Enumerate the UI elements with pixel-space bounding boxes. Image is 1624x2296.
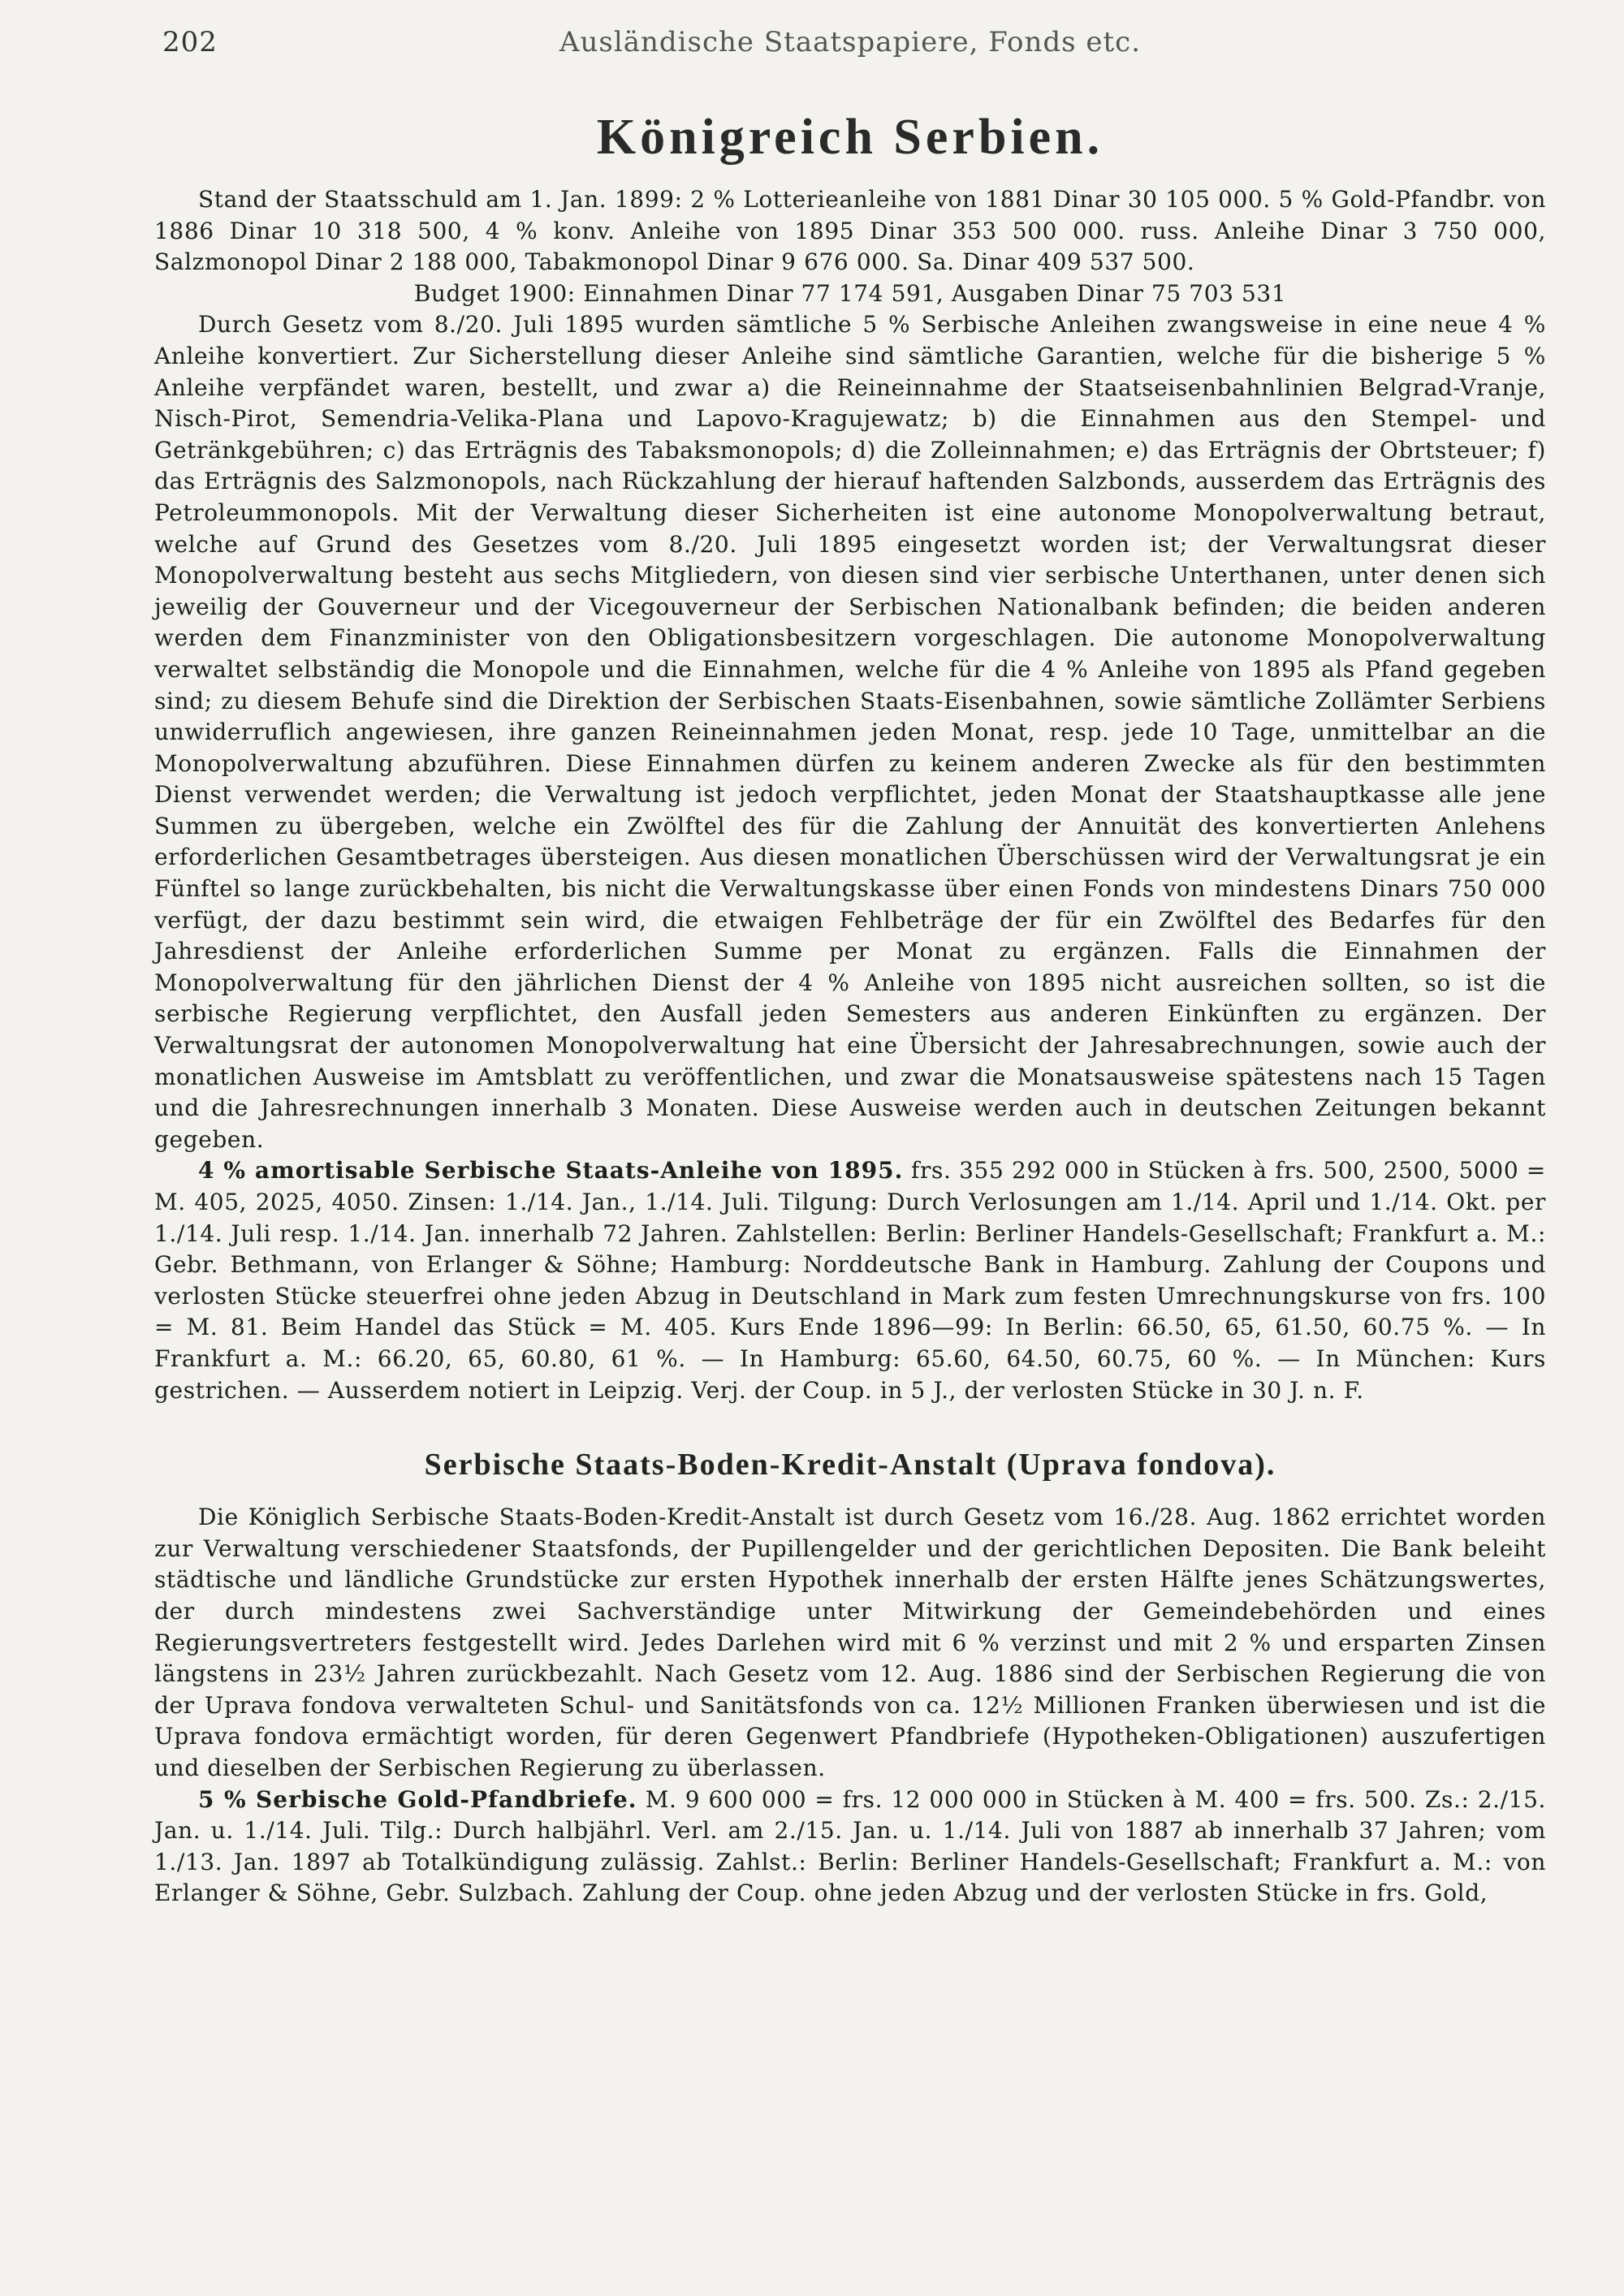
gold-pfandbriefe-title: 5 % Serbische Gold-Pfandbriefe.: [198, 1785, 637, 1813]
section-title-uprava-fondova: Serbische Staats-Boden-Kredit-Anstalt (Uprava fondova).: [424, 1448, 1276, 1482]
page-header: [154, 18, 1546, 70]
paragraph-stand-staatsschuld: Stand der Staatsschuld am 1. Jan. 1899: 2 % Lotterieanleihe von 1881 Dinar 30 105 000. 5 % Gold-Pfandbr. von 1886 Dinar 10 318 500, 4 % konv. Anleihe von 1895 Dinar 353 500 000. russ. Anleihe Dinar 3 750 000, Salzmonopol Dinar 2 188 000, Tabakmonopol Dinar 9 676 000. Sa. Dinar 409 537 500.: [154, 186, 1546, 276]
section-title-serbien: Königreich Serbien.: [596, 110, 1104, 165]
running-title: Ausländische Staatspapiere, Fonds etc.: [559, 26, 1142, 58]
anleihe-1895-title: 4 % amortisable Serbische Staats-Anleihe von 1895.: [198, 1157, 904, 1185]
paragraph-budget: Budget 1900: Einnahmen Dinar 77 174 591, Ausgaben Dinar 75 703 531: [413, 279, 1287, 307]
anleihe-1895-body: frs. 355 292 000 in Stücken à frs. 500, 2500, 5000 = M. 405, 2025, 4050. Zinsen: 1./14. Jan., 1./14. Juli. Tilgung: Durch Verlosungen am 1./14. April und 1./14. Okt. per 1./14. Juli resp. 1./14. Jan. innerhalb 72 Jahren. Zahlstellen: Berlin: Berliner Handels-Gesellschaft; Frankfurt a. M.: Gebr. Bethmann, von Erlanger & Söhne; Hamburg: Norddeutsche Bank in Hamburg. Zahlung der Coupons und verlosten Stücke steuerfrei ohne jeden Abzug in Deutschland in Mark zum festen Umrechnungskurse von frs. 100 = M. 81. Beim Handel das Stück = M. 405. Kurs Ende 1896—99: In Berlin: 66.50, 65, 61.50, 60.75 %. — In Frankfurt a. M.: 66.20, 65, 60.80, 61 %. — In Hamburg: 65.60, 64.50, 60.75, 60 %. — In München: Kurs gestrichen. — Ausserdem notiert in Leipzig. Verj. der Coup. in 5 J., der verlosten Stücke in 30 J. n. F.: [154, 1157, 1546, 1404]
page-number: 202: [162, 26, 218, 58]
paragraph-gold-pfandbriefe: [154, 1785, 1546, 1910]
paragraph-gesetz: Durch Gesetz vom 8./20. Juli 1895 wurden sämtliche 5 % Serbische Anleihen zwangsweise in eine neue 4 % Anleihe konvertiert. Zur Sicherstellung dieser Anleihe sind sämtliche Garantien, welche für die bisherige 5 % Anleihe verpfändet waren, bestellt, und zwar a) die Reineinnahme der Staatseisenbahnlinien Belgrad-Vranje, Nisch-Pirot, Semendria-Velika-Plana und Lapovo-Kragujewatz; b) die Einnahmen aus den Stempel- und Getränkgebühren; c) das Erträgnis des Tabaksmonopols; d) die Zolleinnahmen; e) das Erträgnis der Obrtsteuer; f) das Erträgnis des Salzmonopols, nach Rückzahlung der hierauf haftenden Salzbonds, ausserdem das Erträgnis des Petroleummonopols. Mit der Verwaltung dieser Sicherheiten ist eine autonome Monopolverwaltung betraut, welche auf Grund des Gesetzes vom 8./20. Juli 1895 eingesetzt worden ist; der Verwaltungsrat dieser Monopolverwaltung besteht aus sechs Mitgliedern, von diesen sind vier serbische Unterthanen, unter denen sich jeweilig der Gouverneur und der Vicegouverneur der Serbischen Nationalbank befinden; die beiden anderen werden dem Finanzminister von den Obligationsbesitzern vorgeschlagen. Die autonome Monopolverwaltung verwaltet selbständig die Monopole und die Einnahmen, welche für die 4 % Anleihe von 1895 als Pfand gegeben sind; zu diesem Behufe sind die Direktion der Serbischen Staats-Eisenbahnen, sowie sämtliche Zollämter Serbiens unwiderruflich angewiesen, ihre ganzen Reineinnahmen jeden Monat, resp. jede 10 Tage, unmittelbar an die Monopolverwaltung abzuführen. Diese Einnahmen dürfen zu keinem anderen Zwecke als für den bestimmten Dienst verwendet werden; die Verwaltung ist jedoch verpflichtet, jeden Monat der Staatshauptkasse alle jene Summen zu übergeben, welche ein Zwölftel des für die Zahlung der Annuität des konvertierten Anlehens erforderlichen Gesamtbetrages übersteigen. Aus diesen monatlichen Überschüssen wird der Verwaltungsrat je ein Fünftel so lange zurückbehalten, bis nicht die Verwaltungskasse über einen Fonds von mindestens Dinars 750 000 verfügt, der dazu bestimmt sein wird, die etwaigen Fehlbeträge der für ein Zwölftel des Bedarfes für den Jahresdienst der Anleihe erforderlichen Summe per Monat zu ergänzen. Falls die Einnahmen der Monopolverwaltung für den jährlichen Dienst der 4 % Anleihe von 1895 nicht ausreichen sollten, so ist die serbische Regierung verpflichtet, den Ausfall jeden Semesters aus anderen Einkünften zu ergänzen. Der Verwaltungsrat der autonomen Monopolverwaltung hat eine Übersicht der Jahresabrechnungen, sowie auch der monatlichen Ausweise im Amtsblatt zu veröffentlichen, und zwar die Monatsausweise spätestens nach 15 Tagen und die Jahresrechnungen innerhalb 3 Monaten. Diese Ausweise werden auch in deutschen Zeitungen bekannt gegeben.: [154, 311, 1546, 1153]
gold-pfandbriefe-body: M. 9 600 000 = frs. 12 000 000 in Stücken à M. 400 = frs. 500. Zs.: 2./15. Jan. u. 1./14. Juli. Tilg.: Durch halbjährl. Verl. am 2./15. Jan. u. 1./14. Juli von 1887 ab innerhalb 37 Jahren; vom 1./13. Jan. 1897 ab Totalkündigung zulässig. Zahlst.: Berlin: Berliner Handels-Gesellschaft; Frankfurt a. M.: von Erlanger & Söhne, Gebr. Sulzbach. Zahlung der Coup. ohne jeden Abzug und der verlosten Stücke in frs. Gold,: [154, 1785, 1546, 1907]
paragraph-boden-kredit: Die Königlich Serbische Staats-Boden-Kredit-Anstalt ist durch Gesetz vom 16./28. Aug. 1862 errichtet worden zur Verwaltung verschiedener Staatsfonds, der Pupillengelder und der gerichtlichen Depositen. Die Bank beleiht städtische und ländliche Grundstücke zur ersten Hypothek innerhalb der ersten Hälfte jenes Schätzungswertes, der durch mindestens zwei Sachverständige unter Mitwirkung der Gemeindebehörden und eines Regierungsvertreters festgestellt wird. Jedes Darlehen wird mit 6 % verzinst und mit 2 % und ersparten Zinsen längstens in 23½ Jahren zurückbezahlt. Nach Gesetz vom 12. Aug. 1886 sind der Serbischen Regierung die von der Uprava fondova verwalteten Schul- und Sanitätsfonds von ca. 12½ Millionen Franken überwiesen und ist die Uprava fondova ermächtigt worden, für deren Gegenwert Pfandbriefe (Hypotheken-Obligationen) auszufertigen und dieselben der Serbischen Regierung zu überlassen.: [154, 1504, 1546, 1781]
paragraph-anleihe-1895: [154, 1155, 1546, 1406]
